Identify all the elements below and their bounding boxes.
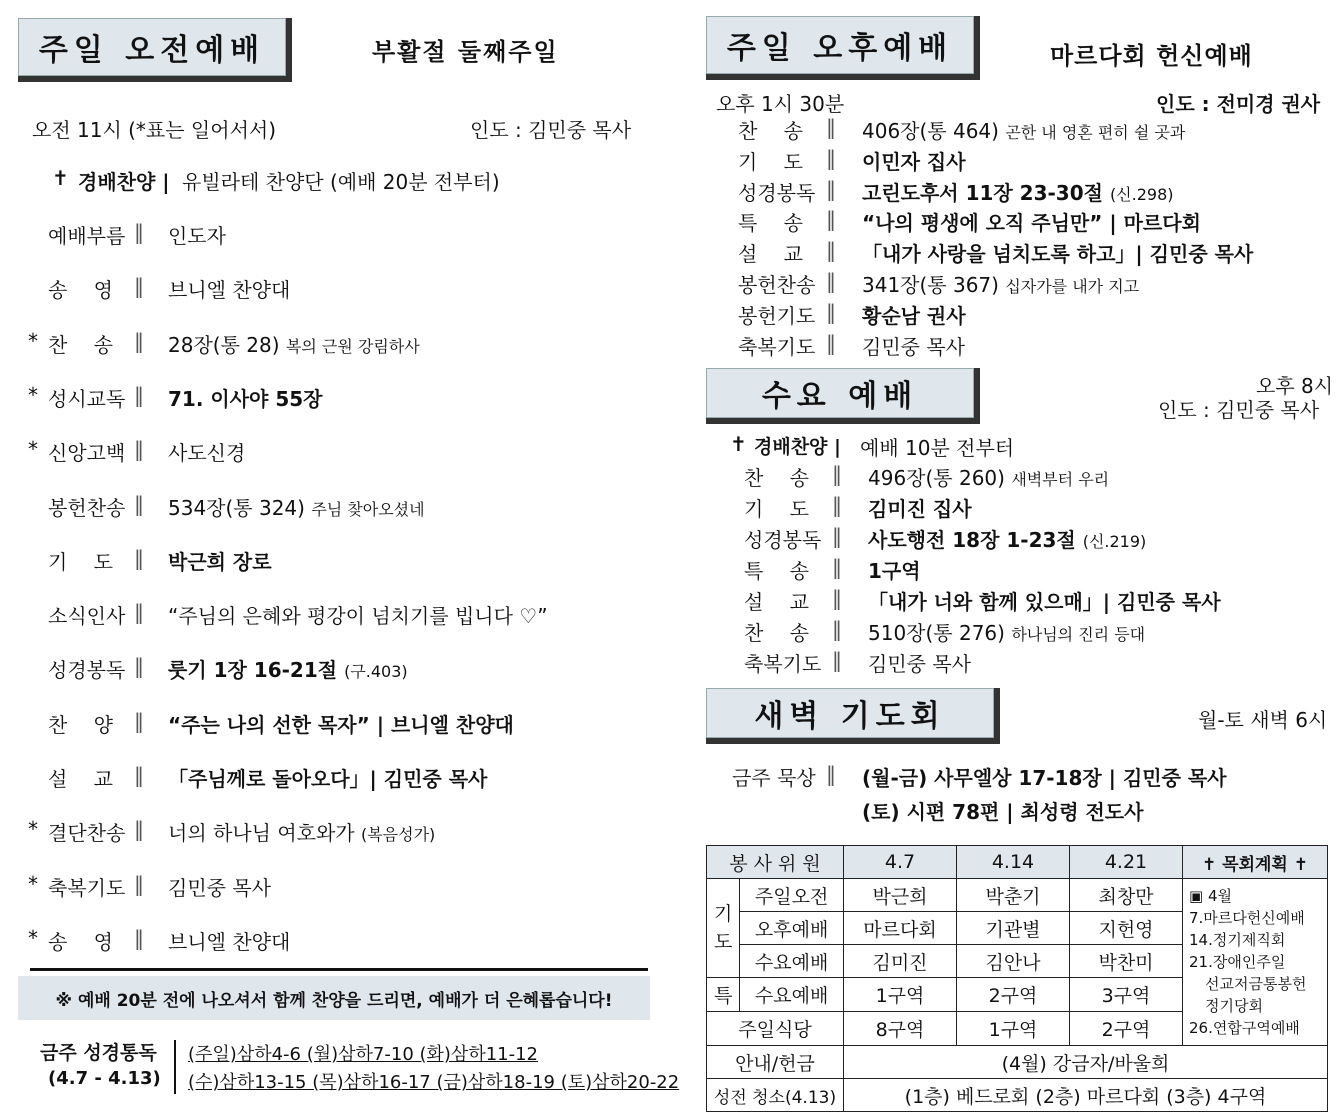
separator: ‖ [832, 555, 842, 579]
table-cell: (4월) 강금자/바울희 [844, 1046, 1328, 1079]
table-cell: 최창만 [1070, 879, 1183, 912]
order-value-main: “나의 평생에 오직 주님만” | 마르다회 [862, 211, 1201, 236]
morning-service-subtitle: 부활절 둘째주일 [372, 38, 559, 66]
sep: ‖ [826, 762, 836, 786]
separator: ‖ [832, 524, 842, 548]
order-value [868, 493, 972, 522]
order-value [868, 586, 1221, 615]
cross-icon: ✝ [52, 166, 69, 190]
separator: ‖ [134, 274, 144, 299]
order-value-main: 「내가 사랑을 넘치도록 하고」| 김민중 목사 [862, 242, 1254, 267]
plan-item: 21.장애인주일 [1189, 953, 1286, 971]
table-cell: 2구역 [957, 978, 1070, 1012]
reading-line-2: (수)삼하13-15 (목)삼하16-17 (금)삼하18-19 (토)삼하20-22 [188, 1072, 680, 1093]
order-label: 특 송 [744, 559, 809, 583]
service-table [706, 845, 1328, 1112]
separator: ‖ [826, 145, 836, 170]
stand-mark: * [28, 925, 38, 950]
separator: ‖ [134, 708, 144, 733]
plan-item: 26.연합구역예배 [1189, 1019, 1300, 1037]
table-head-cell: 4.7 [844, 846, 957, 879]
morning-time: 오전 11시 (*표는 일어서서) [32, 118, 277, 142]
table-row-label: 주일오전 [740, 879, 844, 912]
order-value [168, 600, 548, 629]
wednesday-service-header [706, 368, 980, 424]
order-label: 특 송 [738, 211, 803, 236]
order-value-main: 406장(통 464) [862, 119, 999, 143]
order-value [868, 555, 921, 584]
separator: ‖ [832, 586, 842, 610]
order-value-main: 510장(통 276) [868, 621, 1005, 645]
dawn-line-2: (토) 시편 78편 | 최성령 전도사 [862, 800, 1144, 824]
order-value [868, 462, 1109, 491]
order-label: 성시교독 [48, 386, 126, 411]
order-value-main: 브니엘 찬양대 [168, 929, 291, 954]
order-value-main: 박근희 장로 [168, 549, 272, 574]
order-value [168, 654, 408, 683]
order-value [168, 872, 271, 901]
order-value [168, 546, 272, 575]
order-value-main: 사도행전 18장 1-23절 [868, 528, 1076, 552]
order-value [168, 437, 245, 466]
order-label: 봉헌찬송 [738, 273, 816, 297]
order-value [168, 763, 487, 792]
order-value [168, 220, 226, 249]
prelude-value: 예배 10분 전부터 [860, 436, 1015, 460]
separator: ‖ [826, 330, 836, 355]
table-cell: 8구역 [844, 1012, 957, 1046]
order-label: 결단찬송 [48, 821, 126, 846]
separator: ‖ [134, 817, 144, 842]
order-label: 봉헌기도 [738, 303, 816, 328]
table-row-label: 오후예배 [740, 912, 844, 945]
order-value-main: 너의 하나님 여호와가 [168, 821, 355, 846]
table-cell: 지헌영 [1070, 912, 1183, 945]
order-value-note: 주님 찾아오셨네 [311, 499, 425, 519]
order-value [862, 331, 965, 360]
order-value [168, 383, 322, 412]
table-row-label: 수요예배 [740, 978, 844, 1012]
stand-mark: * [28, 328, 38, 353]
separator: ‖ [832, 462, 842, 486]
order-value [868, 617, 1145, 646]
stand-mark: * [28, 871, 38, 896]
order-value-main: 김미진 집사 [868, 497, 972, 521]
plan-item: 14.정기제직회 [1189, 931, 1286, 949]
table-cell: (1층) 베드로회 (2층) 마르다회 (3층) 4구역 [844, 1079, 1328, 1112]
table-cell: 2구역 [1070, 1012, 1183, 1046]
order-value-main: 김민중 목사 [168, 875, 271, 900]
reading-title: 금주 성경통독 [40, 1042, 157, 1064]
order-value-main: 71. 이사야 55장 [168, 386, 323, 411]
order-value-main: 「주님께로 돌아오다」| 김민중 목사 [168, 767, 488, 791]
table-cell: 마르다회 [844, 912, 957, 945]
order-value [168, 274, 290, 303]
order-value [862, 146, 966, 175]
dawn-prayer-title: 새벽 기도회 [754, 699, 946, 734]
separator: ‖ [826, 207, 836, 232]
order-label: 봉헌찬송 [48, 495, 126, 520]
afternoon-service-header [706, 16, 980, 80]
plan-item: 7.마르다헌신예배 [1189, 909, 1305, 927]
dawn-label: 금주 묵상 [732, 766, 816, 790]
afternoon-time: 오후 1시 30분 [716, 92, 845, 116]
order-value [168, 492, 425, 521]
dawn-line-1: (월-금) 사무엘상 17-18장 | 김민중 목사 [862, 766, 1227, 790]
order-value-main: 28장(통 28) [168, 332, 280, 357]
prelude-label: 경배찬양 | [754, 436, 841, 458]
table-cell: 1구역 [957, 1012, 1070, 1046]
order-label: 설 교 [738, 242, 803, 267]
separator: ‖ [134, 382, 144, 407]
table-cell: 기관별 [957, 912, 1070, 945]
table-head-cell: 봉 사 위 원 [707, 846, 844, 879]
wednesday-leader: 인도 : 김민중 목사 [1158, 398, 1320, 422]
separator: ‖ [134, 763, 144, 787]
order-label: 찬 송 [738, 119, 803, 143]
order-value-main: 496장(통 260) [868, 466, 1005, 490]
order-value [862, 238, 1253, 267]
divider [30, 968, 648, 971]
plan-cell [1183, 879, 1328, 1046]
stand-mark: * [28, 817, 38, 842]
separator: ‖ [134, 871, 144, 896]
order-value-main: 고린도후서 11장 23-30절 [862, 180, 1103, 205]
order-value-main: 김민중 목사 [862, 334, 965, 359]
order-value-note: (복음성가) [360, 825, 436, 845]
order-value-main: 534장(통 324) [168, 495, 305, 520]
separator: ‖ [134, 220, 144, 244]
order-label: 축복기도 [744, 652, 822, 676]
order-value-note: (신.298) [1109, 184, 1174, 204]
morning-service-header [18, 18, 292, 82]
order-value-main: 김민중 목사 [868, 652, 971, 676]
table-cell: 1구역 [844, 978, 957, 1012]
order-label: 찬 양 [48, 712, 113, 737]
order-value [862, 269, 1139, 298]
separator: ‖ [826, 176, 836, 201]
order-value-main: 「내가 너와 함께 있으매」| 김민중 목사 [868, 590, 1221, 614]
order-value-main: “주님의 은혜와 평강이 넘치기를 빕니다 ♡” [168, 604, 548, 629]
order-value [862, 177, 1174, 206]
dawn-time: 월-토 새벽 6시 [1198, 708, 1328, 732]
separator: ‖ [134, 491, 144, 516]
table-head-cell: 4.14 [957, 846, 1070, 879]
order-label: 소식인사 [48, 604, 126, 629]
order-value-main: 이민자 집사 [862, 149, 966, 174]
plan-item: 정기당회 [1205, 997, 1263, 1015]
order-value-note: 새벽부터 우리 [1011, 470, 1110, 489]
order-label: 찬 송 [48, 332, 113, 357]
order-label: 송 영 [48, 278, 113, 303]
order-value [168, 817, 435, 846]
order-value [862, 300, 966, 329]
separator: ‖ [826, 115, 836, 139]
order-value-main: 룻기 1장 16-21절 [168, 658, 338, 683]
order-label: 설 교 [744, 590, 809, 614]
wednesday-time: 오후 8시 [1256, 374, 1334, 398]
afternoon-service-subtitle: 마르다회 헌신예배 [1050, 42, 1253, 70]
table-cell: 박찬미 [1070, 945, 1183, 978]
table-row-label: 성전 청소(4.13) [707, 1079, 844, 1112]
order-value-main: 사도신경 [168, 441, 246, 466]
plan-item: ▣ 4월 [1189, 887, 1232, 905]
order-value-main: 1구역 [868, 559, 921, 583]
table-cell: 김미진 [844, 945, 957, 978]
separator: ‖ [832, 648, 842, 672]
order-label: 송 영 [48, 929, 113, 954]
order-label: 축복기도 [48, 875, 126, 900]
order-value [168, 926, 290, 955]
order-value [862, 207, 1201, 236]
order-label: 성경봉독 [48, 658, 126, 683]
afternoon-leader: 인도 : 전미경 권사 [1156, 92, 1321, 116]
order-value [862, 115, 1185, 144]
order-value-main: 브니엘 찬양대 [168, 278, 291, 303]
reading-range: (4.7 - 4.13) [48, 1068, 161, 1089]
reading-bar [174, 1040, 176, 1094]
order-value-note: 하나님의 진리 등대 [1011, 625, 1146, 644]
order-value [168, 709, 514, 738]
table-row-label: 수요예배 [740, 945, 844, 978]
order-value-note: 복의 근원 강림하사 [285, 336, 420, 356]
table-cell: 3구역 [1070, 978, 1183, 1012]
cross-icon: ✝ [730, 432, 747, 456]
separator: ‖ [134, 328, 144, 353]
wednesday-service-title: 수요 예배 [761, 379, 919, 414]
notice-banner [18, 976, 650, 1020]
separator: ‖ [826, 299, 836, 324]
separator: ‖ [134, 654, 144, 679]
separator: ‖ [832, 617, 842, 641]
morning-service-title: 주일 오전예배 [38, 33, 266, 68]
separator: ‖ [832, 493, 842, 517]
order-label: 설 교 [48, 767, 113, 791]
order-label: 찬 송 [744, 621, 809, 645]
stand-mark: * [28, 437, 38, 462]
prelude-label: 경배찬양 | [78, 170, 170, 194]
dawn-prayer-header [706, 688, 1000, 744]
stand-mark: * [28, 382, 38, 407]
order-label: 예배부름 [48, 224, 126, 248]
order-value-main: 인도자 [168, 224, 226, 248]
special-group-cell: 특 [707, 978, 740, 1012]
order-value [868, 648, 971, 677]
prelude-value: 유빌라테 찬양단 (예배 20분 전부터) [182, 170, 500, 194]
table-row-label: 주일식당 [707, 1012, 844, 1046]
order-value-note: 곤한 내 영혼 편히 쉴 곳과 [1005, 123, 1186, 142]
order-value-main: “주는 나의 선한 목자” | 브니엘 찬양대 [168, 712, 514, 737]
prayer-group-cell: 기 도 [707, 879, 740, 978]
plan-item: 선교저금통봉헌 [1205, 975, 1307, 993]
morning-leader: 인도 : 김민중 목사 [470, 118, 632, 142]
order-label: 축복기도 [738, 334, 816, 359]
order-value-note: (구.403) [344, 662, 408, 682]
notice-text: ※ 예배 20분 전에 나오셔서 함께 찬양을 드리면, 예배가 더 은혜롭습니다! [55, 990, 613, 1011]
order-label: 기 도 [48, 549, 113, 574]
afternoon-service-title: 주일 오후예배 [726, 31, 954, 66]
order-value-note: (신.219) [1082, 532, 1147, 551]
table-cell: 김안나 [957, 945, 1070, 978]
order-value [868, 524, 1146, 553]
order-value-main: 341장(통 367) [862, 273, 999, 297]
order-label: 신앙고백 [48, 441, 126, 466]
order-label: 성경봉독 [738, 180, 816, 205]
table-head-cell: ✝ 목회계획 ✝ [1183, 846, 1328, 879]
order-value-note: 십자가를 내가 지고 [1005, 277, 1140, 296]
separator: ‖ [134, 545, 144, 570]
order-label: 기 도 [744, 497, 809, 521]
order-value-main: 황순남 권사 [862, 303, 966, 328]
order-label: 성경봉독 [744, 528, 822, 552]
reading-line-1: (주일)삼하4-6 (월)삼하7-10 (화)삼하11-12 [188, 1044, 539, 1065]
order-value [168, 329, 420, 358]
table-cell: 박춘기 [957, 879, 1070, 912]
separator: ‖ [134, 437, 144, 462]
separator: ‖ [134, 600, 144, 625]
order-label: 찬 송 [744, 466, 809, 490]
table-head-cell: 4.21 [1070, 846, 1183, 879]
table-cell: 박근희 [844, 879, 957, 912]
separator: ‖ [134, 925, 144, 950]
table-row-label: 안내/헌금 [707, 1046, 844, 1079]
order-label: 기 도 [738, 149, 803, 174]
separator: ‖ [826, 269, 836, 293]
separator: ‖ [826, 238, 836, 263]
